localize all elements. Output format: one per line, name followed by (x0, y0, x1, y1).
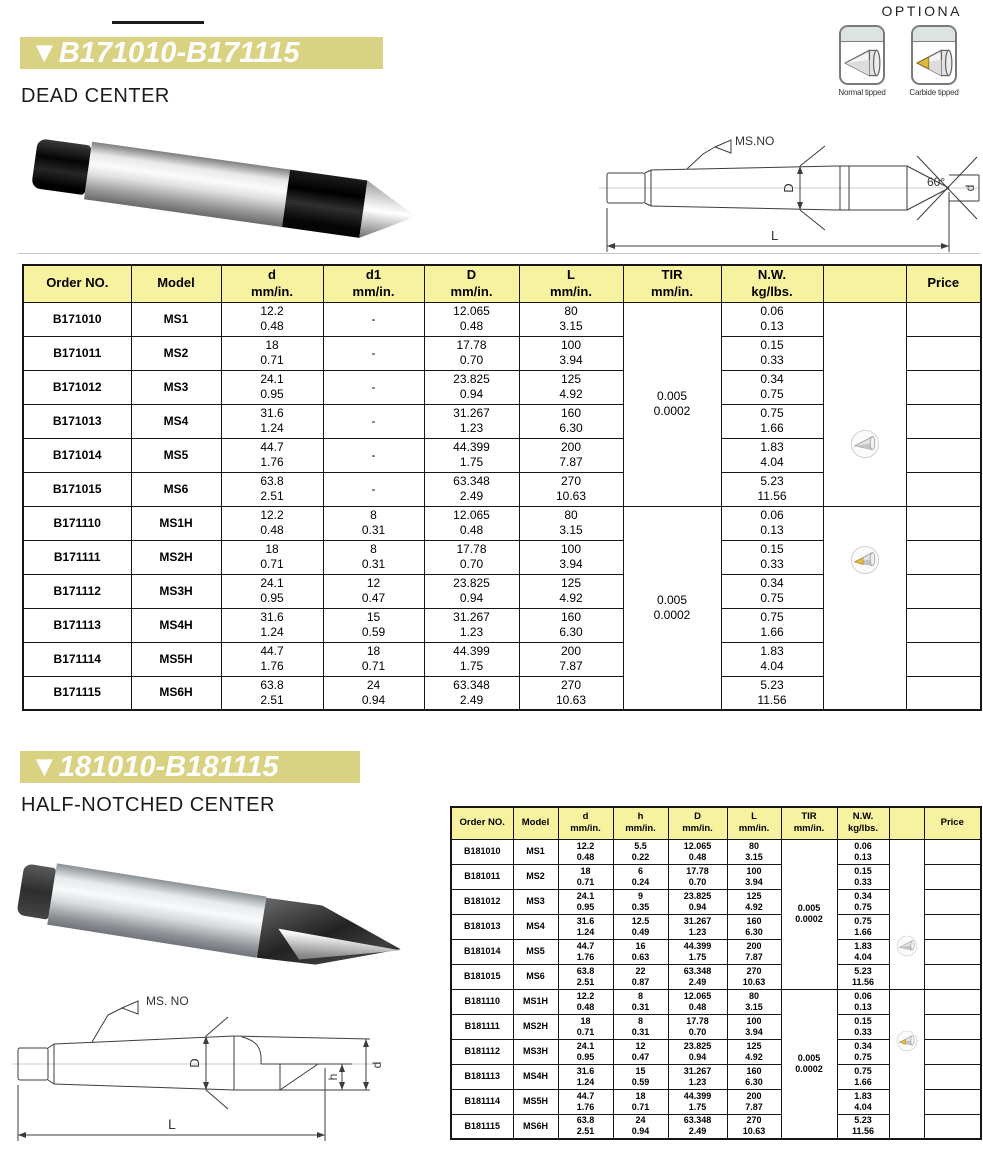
optional-item-label: Normal tipped (838, 88, 886, 97)
L-cell: 100 3.94 (519, 540, 623, 574)
price-cell (906, 472, 981, 506)
h-cell: 24 0.94 (613, 1114, 668, 1139)
nw-cell: 0.15 0.33 (721, 336, 823, 370)
price-cell (924, 964, 981, 989)
drawing-label-h: h (326, 1073, 340, 1081)
tip-icon-cell (823, 506, 906, 710)
drawing-label-ms-no: MS.NO (735, 134, 775, 148)
optional-item-label: Carbide tipped (909, 88, 959, 97)
tool-collar (282, 170, 367, 238)
model-cell: MS6H (131, 676, 221, 710)
tool-shaft (47, 863, 266, 957)
order-no-cell: B171011 (23, 336, 131, 370)
drawing-label-d: d (370, 1061, 384, 1069)
D-cell: 17.78 0.70 (668, 1014, 727, 1039)
model-cell: MS5 (513, 939, 558, 964)
model-cell: MS4 (513, 914, 558, 939)
d-cell: 44.7 1.76 (221, 642, 323, 676)
nw-cell: 0.75 1.66 (837, 914, 889, 939)
nw-cell: 0.06 0.13 (837, 989, 889, 1014)
model-cell: MS5 (131, 438, 221, 472)
section2-range-title: ▼181010-B181115 (30, 751, 279, 783)
price-cell (924, 1039, 981, 1064)
nw-cell: 0.06 0.13 (721, 302, 823, 336)
normal-tipped-cone-icon (896, 935, 918, 957)
col-header-price: Price (906, 265, 981, 302)
price-cell (906, 540, 981, 574)
nw-cell: 0.06 0.13 (721, 506, 823, 540)
price-cell (906, 336, 981, 370)
D-cell: 17.78 0.70 (424, 336, 519, 370)
order-no-cell: B171110 (23, 506, 131, 540)
order-no-cell: B181011 (451, 864, 513, 889)
L-cell: 80 3.15 (727, 839, 781, 864)
d1-cell: 12 0.47 (323, 574, 424, 608)
h-cell: 5.5 0.22 (613, 839, 668, 864)
tool-end-cap (31, 138, 91, 195)
d1-cell: - (323, 302, 424, 336)
L-cell: 270 10.63 (519, 676, 623, 710)
nw-cell: 0.15 0.33 (837, 1014, 889, 1039)
d-cell: 31.6 1.24 (558, 1064, 613, 1089)
table-row (23, 302, 981, 336)
price-cell (906, 404, 981, 438)
dead-center-spec-table (22, 264, 982, 711)
L-cell: 160 6.30 (519, 404, 623, 438)
price-cell (906, 506, 981, 540)
order-no-cell: B181012 (451, 889, 513, 914)
drawing-label-ms-no: MS. NO (146, 994, 189, 1008)
order-no-cell: B171014 (23, 438, 131, 472)
nw-cell: 5.23 11.56 (837, 1114, 889, 1139)
L-cell: 100 3.94 (727, 864, 781, 889)
d-cell: 63.8 2.51 (221, 676, 323, 710)
h-cell: 6 0.24 (613, 864, 668, 889)
col-header-d1: d1 mm/in. (323, 265, 424, 302)
half-notched-center-spec-table (450, 806, 982, 1140)
section1-product-title: DEAD CENTER (21, 85, 170, 107)
tir-cell: 0.005 0.0002 (781, 989, 837, 1139)
order-no-cell: B181111 (451, 1014, 513, 1039)
model-cell: MS3 (131, 370, 221, 404)
price-cell (924, 939, 981, 964)
nw-cell: 1.83 4.04 (837, 1089, 889, 1114)
section2-range-banner (20, 751, 360, 783)
D-cell: 63.348 2.49 (668, 1114, 727, 1139)
optional-item-normal (834, 25, 890, 97)
L-cell: 200 7.87 (519, 438, 623, 472)
dead-center-photo (26, 112, 426, 260)
order-no-cell: B171115 (23, 676, 131, 710)
h-cell: 22 0.87 (613, 964, 668, 989)
d-cell: 44.7 1.76 (558, 939, 613, 964)
half-notched-center-drawing (10, 983, 444, 1153)
L-cell: 125 4.92 (519, 574, 623, 608)
d-cell: 44.7 1.76 (558, 1089, 613, 1114)
h-cell: 9 0.35 (613, 889, 668, 914)
price-cell (924, 889, 981, 914)
col-header-d: d mm/in. (558, 807, 613, 839)
nw-cell: 0.06 0.13 (837, 839, 889, 864)
d1-cell: 8 0.31 (323, 540, 424, 574)
carbide-tipped-cone-icon (850, 545, 880, 575)
d1-cell: - (323, 404, 424, 438)
model-cell: MS4H (513, 1064, 558, 1089)
col-header-l: L mm/in. (519, 265, 623, 302)
col-header-model: Model (513, 807, 558, 839)
col-header-price: Price (924, 807, 981, 839)
nw-cell: 5.23 11.56 (721, 472, 823, 506)
D-cell: 23.825 0.94 (424, 370, 519, 404)
L-cell: 80 3.15 (519, 302, 623, 336)
L-cell: 200 7.87 (519, 642, 623, 676)
nw-cell: 0.34 0.75 (721, 574, 823, 608)
L-cell: 160 6.30 (519, 608, 623, 642)
price-cell (906, 370, 981, 404)
price-cell (924, 1114, 981, 1139)
model-cell: MS6 (513, 964, 558, 989)
box-top-bar (913, 27, 955, 42)
D-cell: 23.825 0.94 (424, 574, 519, 608)
d-cell: 31.6 1.24 (558, 914, 613, 939)
D-cell: 44.399 1.75 (424, 438, 519, 472)
D-cell: 31.267 1.23 (668, 914, 727, 939)
tool-shaft (84, 142, 290, 227)
model-cell: MS2 (513, 864, 558, 889)
model-cell: MS1 (131, 302, 221, 336)
d1-cell: 8 0.31 (323, 506, 424, 540)
d-cell: 18 0.71 (558, 1014, 613, 1039)
d1-cell: - (323, 438, 424, 472)
section1-range-title: ▼B171010-B171115 (30, 37, 300, 69)
order-no-cell: B181113 (451, 1064, 513, 1089)
D-cell: 12.065 0.48 (424, 302, 519, 336)
normal-tipped-cone-icon (841, 42, 883, 84)
d1-cell: 18 0.71 (323, 642, 424, 676)
d-cell: 63.8 2.51 (558, 1114, 613, 1139)
model-cell: MS6 (131, 472, 221, 506)
order-no-cell: B171013 (23, 404, 131, 438)
order-no-cell: B171112 (23, 574, 131, 608)
D-cell: 63.348 2.49 (424, 676, 519, 710)
D-cell: 44.399 1.75 (668, 939, 727, 964)
price-cell (906, 676, 981, 710)
L-cell: 100 3.94 (519, 336, 623, 370)
D-cell: 31.267 1.23 (424, 608, 519, 642)
L-cell: 270 10.63 (727, 964, 781, 989)
price-cell (924, 914, 981, 939)
d1-cell: 15 0.59 (323, 608, 424, 642)
optional-items (787, 25, 962, 97)
col-header-orderno: Order NO. (451, 807, 513, 839)
L-cell: 200 7.87 (727, 1089, 781, 1114)
price-cell (906, 608, 981, 642)
order-no-cell: B181114 (451, 1089, 513, 1114)
D-cell: 17.78 0.70 (668, 864, 727, 889)
optional-tips-panel (787, 3, 962, 97)
price-cell (924, 1064, 981, 1089)
nw-cell: 0.75 1.66 (837, 1064, 889, 1089)
nw-cell: 0.75 1.66 (721, 608, 823, 642)
d-cell: 12.2 0.48 (221, 506, 323, 540)
L-cell: 270 10.63 (727, 1114, 781, 1139)
h-cell: 12 0.47 (613, 1039, 668, 1064)
d-cell: 18 0.71 (221, 336, 323, 370)
model-cell: MS5H (131, 642, 221, 676)
h-cell: 8 0.31 (613, 989, 668, 1014)
col-header-l: L mm/in. (727, 807, 781, 839)
carbide-tipped-cone-icon (896, 1030, 918, 1052)
header-row (451, 807, 981, 839)
d-cell: 18 0.71 (221, 540, 323, 574)
drawing-label-L: L (771, 228, 779, 243)
nw-cell: 5.23 11.56 (721, 676, 823, 710)
box-top-bar (841, 27, 883, 42)
tir-cell: 0.005 0.0002 (623, 506, 721, 710)
drawing-label-angle: 60° (927, 175, 946, 189)
D-cell: 17.78 0.70 (424, 540, 519, 574)
col-header-h: h mm/in. (613, 807, 668, 839)
d-cell: 24.1 0.95 (221, 574, 323, 608)
d-cell: 44.7 1.76 (221, 438, 323, 472)
nw-cell: 1.83 4.04 (837, 939, 889, 964)
L-cell: 80 3.15 (519, 506, 623, 540)
D-cell: 31.267 1.23 (668, 1064, 727, 1089)
h-cell: 18 0.71 (613, 1089, 668, 1114)
d-cell: 18 0.71 (558, 864, 613, 889)
d-cell: 12.2 0.48 (558, 839, 613, 864)
L-cell: 125 4.92 (727, 1039, 781, 1064)
tir-cell: 0.005 0.0002 (781, 839, 837, 989)
D-cell: 12.065 0.48 (668, 989, 727, 1014)
section2-product-title: HALF-NOTCHED CENTER (21, 794, 275, 816)
tool-cone-tip (359, 180, 420, 245)
L-cell: 200 7.87 (727, 939, 781, 964)
price-cell (924, 1089, 981, 1114)
d-cell: 12.2 0.48 (221, 302, 323, 336)
order-no-cell: B181013 (451, 914, 513, 939)
model-cell: MS2H (131, 540, 221, 574)
order-no-cell: B171012 (23, 370, 131, 404)
order-no-cell: B171113 (23, 608, 131, 642)
nw-cell: 0.15 0.33 (721, 540, 823, 574)
model-cell: MS2 (131, 336, 221, 370)
tir-cell: 0.005 0.0002 (623, 302, 721, 506)
price-cell (906, 302, 981, 336)
order-no-cell: B181010 (451, 839, 513, 864)
model-cell: MS1H (513, 989, 558, 1014)
col-header-d: D mm/in. (668, 807, 727, 839)
D-cell: 31.267 1.23 (424, 404, 519, 438)
d1-cell: - (323, 370, 424, 404)
col-header-nw: N.W. kg/lbs. (837, 807, 889, 839)
model-cell: MS1H (131, 506, 221, 540)
L-cell: 125 4.92 (519, 370, 623, 404)
dead-center-drawing (595, 120, 983, 262)
table-row (23, 506, 981, 540)
order-no-cell: B181015 (451, 964, 513, 989)
nw-cell: 1.83 4.04 (721, 642, 823, 676)
table-row (451, 989, 981, 1014)
order-no-cell: B171010 (23, 302, 131, 336)
d-cell: 24.1 0.95 (221, 370, 323, 404)
col-header-tir: TIR mm/in. (781, 807, 837, 839)
order-no-cell: B171015 (23, 472, 131, 506)
nw-cell: 1.83 4.04 (721, 438, 823, 472)
h-cell: 15 0.59 (613, 1064, 668, 1089)
col-header-tip-icon (823, 265, 906, 302)
header-row (23, 265, 981, 302)
D-cell: 63.348 2.49 (424, 472, 519, 506)
col-header-orderno: Order NO. (23, 265, 131, 302)
nw-cell: 0.15 0.33 (837, 864, 889, 889)
order-no-cell: B181110 (451, 989, 513, 1014)
optional-title: OPTIONA (881, 3, 962, 19)
col-header-d: D mm/in. (424, 265, 519, 302)
page-artifact-line (112, 21, 204, 24)
price-cell (924, 989, 981, 1014)
normal-tipped-cone-icon (850, 429, 880, 459)
drawing-label-L: L (168, 1116, 176, 1132)
tip-icon-cell (889, 989, 924, 1139)
nw-cell: 0.34 0.75 (837, 889, 889, 914)
d-cell: 63.8 2.51 (221, 472, 323, 506)
D-cell: 63.348 2.49 (668, 964, 727, 989)
L-cell: 160 6.30 (727, 1064, 781, 1089)
L-cell: 270 10.63 (519, 472, 623, 506)
model-cell: MS4H (131, 608, 221, 642)
price-cell (924, 839, 981, 864)
col-header-nw: N.W. kg/lbs. (721, 265, 823, 302)
h-cell: 8 0.31 (613, 1014, 668, 1039)
nw-cell: 0.75 1.66 (721, 404, 823, 438)
d-cell: 31.6 1.24 (221, 608, 323, 642)
h-cell: 16 0.63 (613, 939, 668, 964)
col-header-d: d mm/in. (221, 265, 323, 302)
price-cell (906, 438, 981, 472)
table-row (451, 839, 981, 864)
L-cell: 125 4.92 (727, 889, 781, 914)
d1-cell: - (323, 336, 424, 370)
col-header-tir: TIR mm/in. (623, 265, 721, 302)
drawing-label-D: D (781, 183, 796, 193)
optional-item-carbide (906, 25, 962, 97)
h-cell: 12.5 0.49 (613, 914, 668, 939)
L-cell: 160 6.30 (727, 914, 781, 939)
D-cell: 12.065 0.48 (424, 506, 519, 540)
D-cell: 12.065 0.48 (668, 839, 727, 864)
order-no-cell: B171114 (23, 642, 131, 676)
model-cell: MS3 (513, 889, 558, 914)
model-cell: MS5H (513, 1089, 558, 1114)
D-cell: 23.825 0.94 (668, 1039, 727, 1064)
D-cell: 23.825 0.94 (668, 889, 727, 914)
d-cell: 24.1 0.95 (558, 889, 613, 914)
col-header-model: Model (131, 265, 221, 302)
model-cell: MS4 (131, 404, 221, 438)
model-cell: MS6H (513, 1114, 558, 1139)
price-cell (924, 864, 981, 889)
d-cell: 63.8 2.51 (558, 964, 613, 989)
tip-icon-cell (823, 302, 906, 506)
half-notched-center-photo (12, 828, 412, 988)
carbide-tipped-cone-icon (913, 42, 955, 84)
d-cell: 31.6 1.24 (221, 404, 323, 438)
model-cell: MS3H (131, 574, 221, 608)
section1-range-banner (20, 37, 383, 69)
L-cell: 80 3.15 (727, 989, 781, 1014)
price-cell (924, 1014, 981, 1039)
d-cell: 24.1 0.95 (558, 1039, 613, 1064)
nw-cell: 5.23 11.56 (837, 964, 889, 989)
order-no-cell: B181115 (451, 1114, 513, 1139)
d-cell: 12.2 0.48 (558, 989, 613, 1014)
model-cell: MS2H (513, 1014, 558, 1039)
nw-cell: 0.34 0.75 (837, 1039, 889, 1064)
order-no-cell: B181112 (451, 1039, 513, 1064)
price-cell (906, 642, 981, 676)
model-cell: MS1 (513, 839, 558, 864)
d1-cell: 24 0.94 (323, 676, 424, 710)
order-no-cell: B171111 (23, 540, 131, 574)
model-cell: MS3H (513, 1039, 558, 1064)
tip-icon-cell (889, 839, 924, 989)
L-cell: 100 3.94 (727, 1014, 781, 1039)
price-cell (906, 574, 981, 608)
nw-cell: 0.34 0.75 (721, 370, 823, 404)
D-cell: 44.399 1.75 (668, 1089, 727, 1114)
d1-cell: - (323, 472, 424, 506)
order-no-cell: B181014 (451, 939, 513, 964)
drawing-label-D: D (187, 1058, 202, 1068)
drawing-label-d: d (963, 184, 977, 192)
tool-notched-tip (257, 897, 406, 980)
col-header-tip-icon (889, 807, 924, 839)
D-cell: 44.399 1.75 (424, 642, 519, 676)
